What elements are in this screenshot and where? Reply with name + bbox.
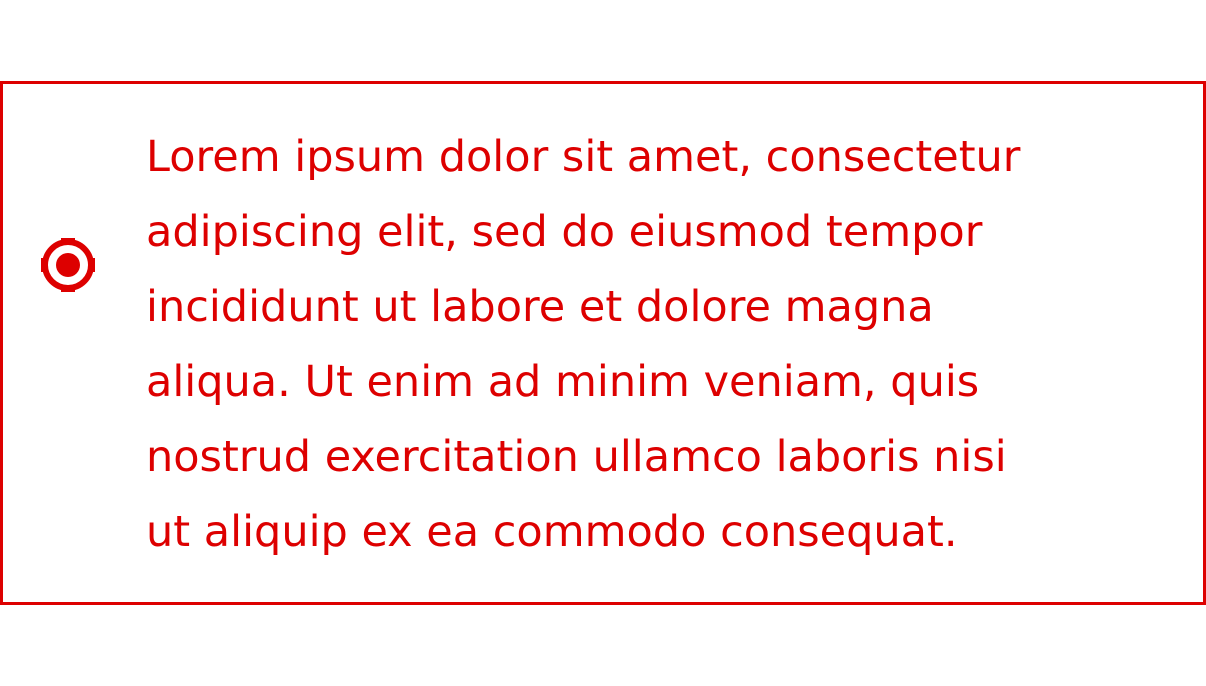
message-text: [146, 120, 1186, 570]
message-line: incididunt ut labore et dolore magna: [146, 282, 934, 332]
error-icon: [36, 233, 100, 297]
message-line: Lorem ipsum dolor sit amet, consectetur: [146, 132, 1021, 182]
message-line: nostrud exercitation ullamco laboris nisi: [146, 432, 1007, 482]
message-line: adipiscing elit, sed do eiusmod tempor: [146, 207, 983, 257]
message-line: ut aliquip ex ea commodo consequat.: [146, 507, 958, 557]
message-line: aliqua. Ut enim ad minim veniam, quis: [146, 357, 980, 407]
error-message-box: [0, 81, 1206, 605]
